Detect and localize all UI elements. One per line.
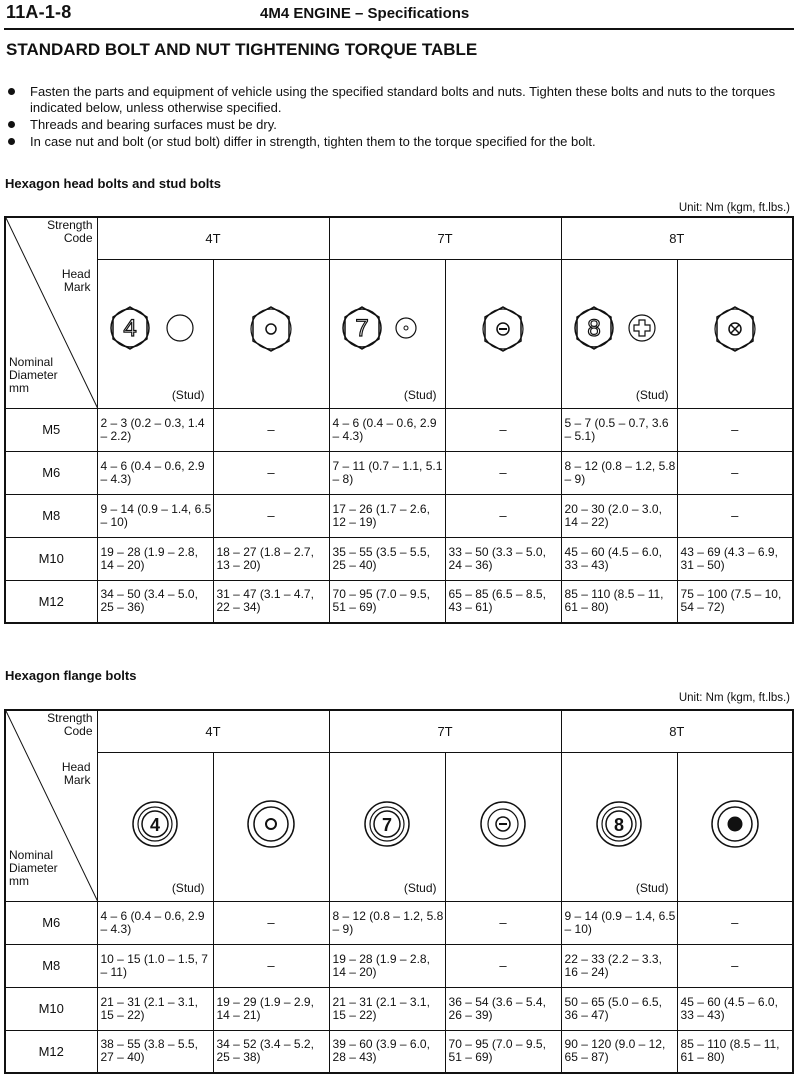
head-mark-7t-nut: [445, 259, 561, 408]
table-row: M10 21 – 31 (2.1 – 3.1, 15 – 22) 19 – 29 (1.9 – 2.9, 14 – 21) 21 – 31 (2.1 – 3.1, 15 – 22) 36 – 54 (3.6 – 5.4, 26 – 39) 50 – 65 (5.0 – 6.5, 36 – 47) 45 – 60 (4.5 – 6.0, 33 – 43): [5, 987, 793, 1030]
page-number: 11A-1-8: [6, 2, 72, 22]
page-title: STANDARD BOLT AND NUT TIGHTENING TORQUE TABLE: [6, 40, 478, 59]
section-heading-hex-head: Hexagon head bolts and stud bolts: [5, 176, 221, 191]
hex-head-4-icon: [102, 299, 212, 369]
strength-code-label: Strength Code: [47, 711, 93, 738]
nut-icon: [700, 299, 770, 369]
table-row: M6 4 – 6 (0.4 – 0.6, 2.9 – 4.3) – 8 – 12 (0.8 – 1.2, 5.8 – 9) – 9 – 14 (0.9 – 1.4, 6.5 – 10) –: [5, 901, 793, 944]
table-row: M8 9 – 14 (0.9 – 1.4, 6.5 – 10) – 17 – 26 (1.7 – 2.6, 12 – 19) – 20 – 30 (2.0 – 3.0, 14 – 22) –: [5, 494, 793, 537]
torque-table-flange: [4, 709, 794, 1074]
table-row: M8 10 – 15 (1.0 – 1.5, 7 – 11) – 19 – 28 (1.9 – 2.8, 14 – 20) – 22 – 33 (2.2 – 3.3, 16 – 24) –: [5, 944, 793, 987]
head-mark-4t-nut: [213, 259, 329, 408]
head-mark-4t-flange-nut: [213, 752, 329, 901]
nominal-diameter-label: Nominal Diameter mm: [9, 848, 58, 888]
stud-label: (Stud): [635, 880, 669, 895]
table-row: M6 4 – 6 (0.4 – 0.6, 2.9 – 4.3) – 7 – 11 (0.7 – 1.1, 5.1 – 8) – 8 – 12 (0.8 – 1.2, 5.8 – 9) –: [5, 451, 793, 494]
head-mark-7t-hex: [329, 259, 445, 408]
section-heading-flange: Hexagon flange bolts: [5, 668, 137, 683]
bullet-icon: [8, 88, 15, 95]
hex-head-7-icon: [334, 299, 444, 369]
table-row: M12 34 – 50 (3.4 – 5.0, 25 – 36) 31 – 47 (3.1 – 4.7, 22 – 34) 70 – 95 (7.0 – 9.5, 51 – 69) 65 – 85 (6.5 – 8.5, 43 – 61) 85 – 110 (8.5 – 11, 61 – 80) 75 – 100 (7.5 – 10, 54 – 72): [5, 580, 793, 623]
head-mark-7t-flange-nut: [445, 752, 561, 901]
flange-nut-icon: [468, 792, 538, 862]
list-item: Threads and bearing surfaces must be dry.: [8, 117, 793, 133]
stud-label: (Stud): [403, 387, 437, 402]
strength-code-7t: 7T: [329, 710, 561, 752]
section-title: 4M4 ENGINE – Specifications: [260, 5, 470, 22]
flange-nut-icon: [236, 792, 306, 862]
instruction-list: [8, 84, 793, 151]
flange-head-7-icon: [352, 792, 422, 862]
strength-code-7t: 7T: [329, 217, 561, 259]
stud-label: (Stud): [171, 880, 205, 895]
table-corner-cell: [5, 710, 97, 901]
bullet-icon: [8, 121, 15, 128]
head-mark-7t-flange: [329, 752, 445, 901]
head-mark-label: Head Mark: [61, 267, 91, 294]
list-item: Fasten the parts and equipment of vehicle using the specified standard bolts and nuts. Tighten these bolts and nuts to the torques indicated below, unless otherwise specified.: [8, 84, 793, 116]
head-mark-4t-flange: [97, 752, 213, 901]
head-mark-4t-hex: [97, 259, 213, 408]
strength-code-label: Strength Code: [47, 218, 93, 245]
list-item: In case nut and bolt (or stud bolt) differ in strength, tighten them to the torque specified for the bolt.: [8, 134, 793, 150]
head-mark-8t-nut: [677, 259, 793, 408]
stud-label: (Stud): [635, 387, 669, 402]
head-mark-8t-hex: [561, 259, 677, 408]
flange-head-8-icon: [584, 792, 654, 862]
stud-label: (Stud): [171, 387, 205, 402]
nominal-diameter-label: Nominal Diameter mm: [9, 355, 58, 395]
nut-icon: [236, 299, 306, 369]
svg-text:7: 7: [382, 814, 393, 835]
flange-head-4-icon: [120, 792, 190, 862]
head-mark-label: Head Mark: [61, 760, 91, 787]
hex-head-8-icon: [566, 299, 676, 369]
strength-code-8t: 8T: [561, 710, 793, 752]
table-row: M12 38 – 55 (3.8 – 5.5, 27 – 40) 34 – 52 (3.4 – 5.2, 25 – 38) 39 – 60 (3.9 – 6.0, 28 – 43) 70 – 95 (7.0 – 9.5, 51 – 69) 90 – 120 (9.0 – 12, 65 – 87) 85 – 110 (8.5 – 11, 61 – 80): [5, 1030, 793, 1073]
bullet-icon: [8, 138, 15, 145]
strength-code-8t: 8T: [561, 217, 793, 259]
strength-code-4t: 4T: [97, 217, 329, 259]
table-corner-cell: [5, 217, 97, 408]
svg-text:8: 8: [614, 814, 625, 835]
svg-text:4: 4: [122, 314, 137, 342]
table-row: M10 19 – 28 (1.9 – 2.8, 14 – 20) 18 – 27 (1.8 – 2.7, 13 – 20) 35 – 55 (3.5 – 5.5, 25 – 40) 33 – 50 (3.3 – 5.0, 24 – 36) 45 – 60 (4.5 – 6.0, 33 – 43) 43 – 69 (4.3 – 6.9, 31 – 50): [5, 537, 793, 580]
torque-table-hex-head: [4, 216, 794, 624]
table-row: M5 2 – 3 (0.2 – 0.3, 1.4 – 2.2) – 4 – 6 (0.4 – 0.6, 2.9 – 4.3) – 5 – 7 (0.5 – 0.7, 3.6 – 5.1) –: [5, 408, 793, 451]
page-header: [4, 2, 794, 30]
svg-text:7: 7: [354, 314, 369, 342]
svg-text:8: 8: [586, 314, 601, 342]
head-mark-8t-flange: [561, 752, 677, 901]
unit-note: Unit: Nm (kgm, ft.lbs.): [678, 692, 790, 704]
unit-note: Unit: Nm (kgm, ft.lbs.): [678, 202, 790, 214]
flange-nut-icon: [700, 792, 770, 862]
nut-icon: [468, 299, 538, 369]
head-mark-8t-flange-nut: [677, 752, 793, 901]
stud-label: (Stud): [403, 880, 437, 895]
strength-code-4t: 4T: [97, 710, 329, 752]
svg-text:4: 4: [149, 814, 161, 835]
